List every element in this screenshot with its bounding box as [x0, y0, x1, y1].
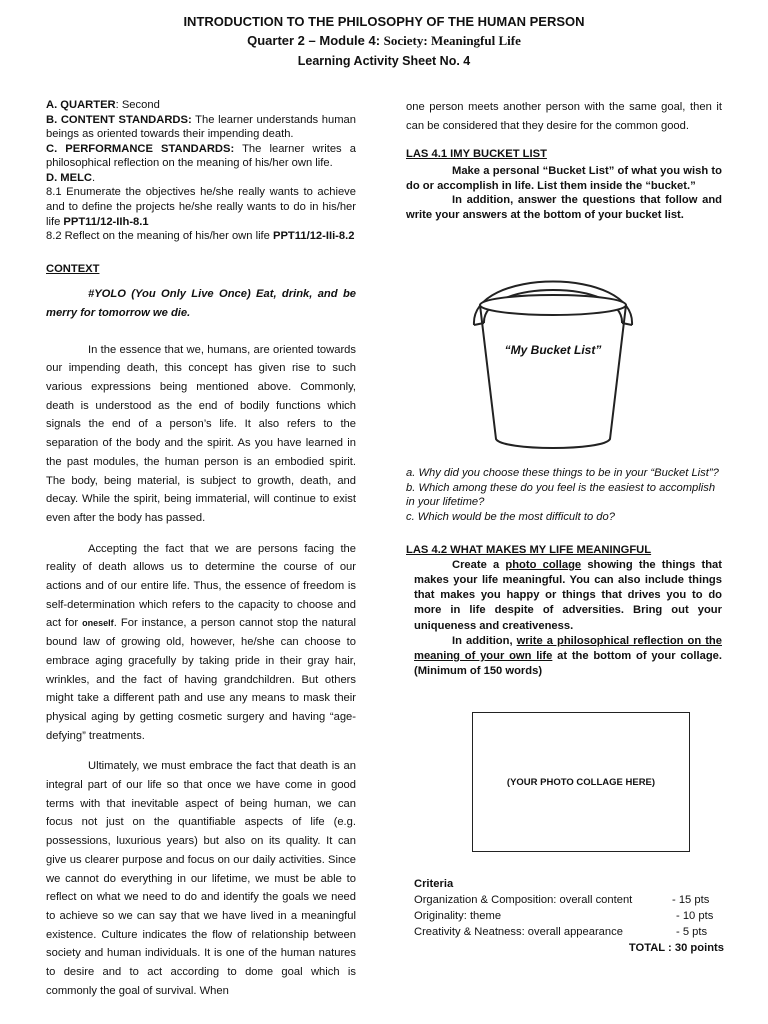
criteria-row: Originality: theme - 10 pts [414, 910, 714, 922]
question-a: a. Why did you choose these things to be in your “Bucket List”? [406, 467, 719, 479]
las42-heading: LAS 4.2 WHAT MAKES MY LIFE MEANINGFUL [406, 544, 652, 557]
criteria-row: Creativity & Neatness: overall appearance - 5 pts [414, 926, 708, 938]
paragraph-1: In the essence that we, humans, are oriented towards our impending death, this concept has given rise to such various expressions being mentioned above. Commonly, death is understood as the end of bodily functions which signals the end of a person’s life. It also refers to the separation of the body and the spirit. As you have learned in the past modules, the human person is an embodied spirit. The body, being material, is subject to growth, death, and decay. While the spirit, being immaterial, will continue to exist even after the body has passed. [46, 343, 356, 524]
bucket-illustration [462, 247, 644, 457]
paragraph-2: Accepting the fact that we are persons facing the reality of death allows us to determine the course of our actions and of our entire life. Thus, the essence of freedom is self-determination which refers to the capacity to choose and act for oneself. For instance, a person cannot stop the natural bound law of growing old, however, he/she can choose to embrace aging gracefully by taking pride in their gray hair, wrinkles, and the fact of having grandchildren. But others might take a different path and use any means to mask their physical aging by getting cosmetic surgery and having “age-defying” treatments. [46, 542, 356, 742]
bucket-label: “My Bucket List” [504, 343, 602, 357]
content-standards: B. CONTENT STANDARDS: The learner understands human beings as oriented towards their impending death. [46, 113, 356, 141]
criteria-title: Criteria [414, 878, 454, 890]
melc-line: D. MELC. [46, 171, 96, 184]
criteria-row: Organization & Composition: overall content - 15 pts [414, 894, 710, 906]
document-title: INTRODUCTION TO THE PHILOSOPHY OF THE HUMAN PERSON [183, 14, 585, 29]
module-heading [0, 33, 768, 49]
photo-collage-box[interactable] [472, 712, 690, 852]
quarter-module-label: Quarter 2 – Module 4: [247, 33, 381, 48]
quarter-line: A. QUARTER: Second [46, 99, 160, 111]
melc-8-1: 8.1 Enumerate the objectives he/she really wants to achieve and to define the projects he/she really wants to do in his/her life PPT11/12-IIh-8.1 [46, 186, 356, 228]
right-column [406, 98, 722, 222]
criteria-table [414, 876, 724, 956]
las-title: Learning Activity Sheet No. 4 [297, 54, 471, 68]
questions-section [406, 466, 722, 679]
las42-instruction-2: In addition, write a philosophical reflection on the meaning of your own life at the bottom of your collage. (Minimum of 150 words) [414, 634, 722, 678]
criteria-total: TOTAL : 30 points [628, 942, 724, 954]
collage-placeholder: (YOUR PHOTO COLLAGE HERE) [506, 776, 656, 788]
question-b: b. Which among these do you feel is the easiest to accomplish in your lifetime? [406, 481, 716, 509]
melc-8-2: 8.2 Reflect on the meaning of his/her own life PPT11/12-IIi-8.2 [46, 230, 355, 243]
paragraph-3: Ultimately, we must embrace the fact that death is an integral part of our life so that once we have come in good terms with that inevitable aspect of being human, we can focus not just on the quantifiable aspects of life (e.g. possessions, luxurious years) but also on its quality. It can give us clearer purpose and focus on our daily activities. Since we cannot do everything in our lifetime, we must be able to reflect on what we need to do and identify the goals we need to achieve so we can say that we have lived in a meaningful existence. Culture indicates the flow of relationship between society and human individuals. It is one of the human natures to desire and to act according to dome goal which is commonly the goal of survival. When [46, 760, 356, 997]
las41-instruction-2: In addition, answer the questions that follow and write your answers at the bottom of your bucket list. [406, 194, 722, 221]
yolo-quote: #YOLO (You Only Live Once) Eat, drink, and be merry for tomorrow we die. [46, 288, 356, 319]
performance-standards: C. PERFORMANCE STANDARDS: The learner writes a philosophical reflection on the meaning of his/her own life. [46, 142, 356, 170]
module-name: Society: Meaningful Life [383, 33, 521, 48]
las41-heading: LAS 4.1 IMY BUCKET LIST [406, 148, 547, 161]
question-c: c. Which would be the most difficult to do? [406, 510, 615, 523]
las41-instruction-1: Make a personal “Bucket List” of what you wish to do or accomplish in life. List them inside the “bucket.” [406, 164, 722, 192]
continuation-text: one person meets another person with the same goal, then it can be considered that they desire for the common good. [406, 101, 722, 132]
context-heading: CONTEXT [46, 262, 100, 275]
las42-instruction-1: Create a photo collage showing the things that makes your life meaningful. You can also include things that makes you happy or things that drives you to do more in life despite of adversities. Bring out your uniqueness and creativeness. [414, 558, 723, 632]
left-column [46, 98, 356, 1001]
